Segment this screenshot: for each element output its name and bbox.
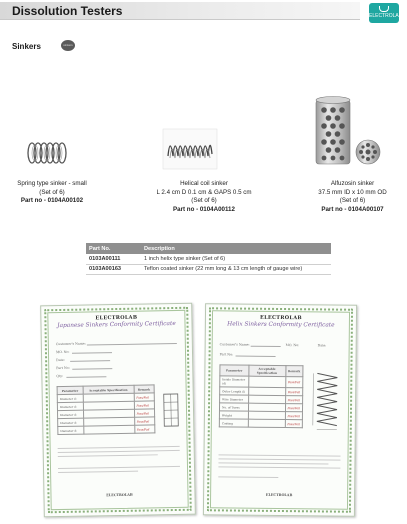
cert-cell: Diameter d: (57, 394, 83, 402)
header-description: Description (141, 243, 331, 254)
cert-cell: Weight (219, 411, 248, 419)
helix-diagram (309, 367, 346, 433)
certificate-brand: ELECTROLAB (95, 314, 138, 322)
cert-cell (248, 376, 285, 387)
certificate-table (219, 364, 304, 428)
brand-logo (369, 3, 403, 23)
brand-logo-text: ELECTROLAB (369, 13, 403, 19)
certificate-field: Part No: (56, 365, 70, 371)
table-row (219, 419, 302, 428)
header-bar (0, 0, 407, 24)
alfuzosin-sinker-image (314, 94, 382, 174)
cert-header: Acceptable Specification (248, 365, 285, 376)
cert-cell: Pass/Fail (285, 404, 303, 412)
product-spec: 37.5 mm ID x 10 mm OD (318, 188, 387, 196)
page-title: Dissolution Testers (12, 4, 123, 18)
section-label: Sinkers (12, 42, 41, 51)
certificate-title: Japanese Sinkers Conformity Certificate (57, 320, 176, 330)
certificate-field: Part No: (219, 352, 234, 357)
product-name: Spring type sinker - small (17, 180, 87, 187)
spring-sinker-image (22, 138, 72, 168)
cert-cell (83, 425, 134, 434)
product-extra: (Set of 6) (191, 197, 217, 205)
parts-table (86, 243, 331, 275)
product-helical-coil-sinker (138, 180, 270, 214)
cert-cell: No. of Turns (219, 403, 248, 411)
certificate-field: Qty: (56, 373, 64, 379)
cert-header: Acceptable Specification (83, 385, 134, 394)
cert-cell: Pass/Fail (134, 425, 155, 433)
cert-cell: Coating (219, 419, 248, 427)
cell-description: Teflon coated sinker (22 mm long & 13 cm length of gauge wire) (141, 264, 331, 274)
certificate-title: Helix Sinkers Conformity Certificate (227, 321, 335, 329)
cert-header: Remark (134, 385, 155, 393)
helix-sinker-certificate (203, 303, 357, 517)
product-spring-sinker (0, 180, 104, 206)
cert-cell: Diameter d: (58, 418, 84, 426)
cert-cell (248, 419, 285, 427)
certificate-field: MO. No: (55, 349, 70, 355)
table-row (86, 254, 331, 264)
cert-cell: Diameter d: (58, 426, 84, 434)
sinker-diagram (159, 390, 184, 434)
cert-cell: Wire Diameter (220, 395, 249, 403)
product-name: Alfuzosin sinker (330, 180, 375, 187)
cert-cell: Pass/Fail (285, 412, 303, 420)
certificate-footer: ELECTROLAB (106, 492, 133, 498)
cert-cell: Pass/Fail (134, 393, 155, 401)
certificate-field: Date: (317, 343, 327, 348)
parts-table-header (86, 243, 331, 254)
product-part-no: Part no - 0104A00107 (321, 205, 384, 213)
cert-cell: Pass/Fail (134, 409, 155, 417)
product-extra: (Set of 6) (339, 197, 366, 205)
certificate-field: Date: (56, 357, 65, 363)
helical-coil-image (162, 128, 218, 170)
product-part-no: Part no - 0104A00102 (20, 197, 84, 205)
cert-header: Remark (285, 366, 303, 377)
cert-cell: Diameter d: (58, 410, 84, 418)
certificate-field: MO. No: (285, 343, 300, 348)
cert-cell: Pass/Fail (285, 420, 303, 428)
japanese-sinker-certificate (40, 303, 196, 518)
cert-cell: Inside Diameter (d) (220, 376, 249, 387)
cert-header: Parameter (220, 365, 249, 376)
cert-cell: Pass/Fail (134, 401, 155, 409)
cell-part-no: 0103A00163 (86, 264, 141, 274)
product-name: Helical coil sinker (180, 180, 228, 187)
certificate-field: Customer's Name: (219, 342, 250, 347)
product-spec: L 2.4 cm D 0.1 cm & GAPS 0.5 cm (156, 188, 252, 196)
cert-cell: Outer Length (l) (220, 387, 249, 395)
cell-description: 1 inch helix type sinker (Set of 6) (141, 254, 331, 264)
header-part-no: Part No. (86, 243, 141, 254)
cert-cell: Diameter d: (57, 402, 83, 410)
table-row (220, 376, 303, 388)
cert-cell: Pass/Fail (285, 377, 303, 388)
cert-cell: Pass/Fail (134, 417, 155, 425)
cert-cell: Pass/Fail (285, 396, 303, 404)
certificate-footer: ELECTROLAB (265, 492, 293, 498)
product-spec: (Set of 6) (39, 188, 65, 196)
certificate-table (57, 384, 156, 435)
table-row (86, 264, 331, 274)
cert-header: Parameter (57, 386, 83, 394)
cert-cell: Pass/Fail (285, 388, 303, 396)
table-row (58, 425, 155, 435)
section-badge: sinkers (61, 40, 75, 51)
cup-icon (379, 6, 389, 12)
certificate-field: Customer's Name: (55, 341, 86, 347)
certificate-brand: ELECTROLAB (259, 314, 302, 322)
product-alfuzosin-sinker (298, 180, 407, 214)
product-part-no: Part no - 0104A00112 (173, 205, 235, 213)
cell-part-no: 0103A00111 (86, 254, 141, 264)
